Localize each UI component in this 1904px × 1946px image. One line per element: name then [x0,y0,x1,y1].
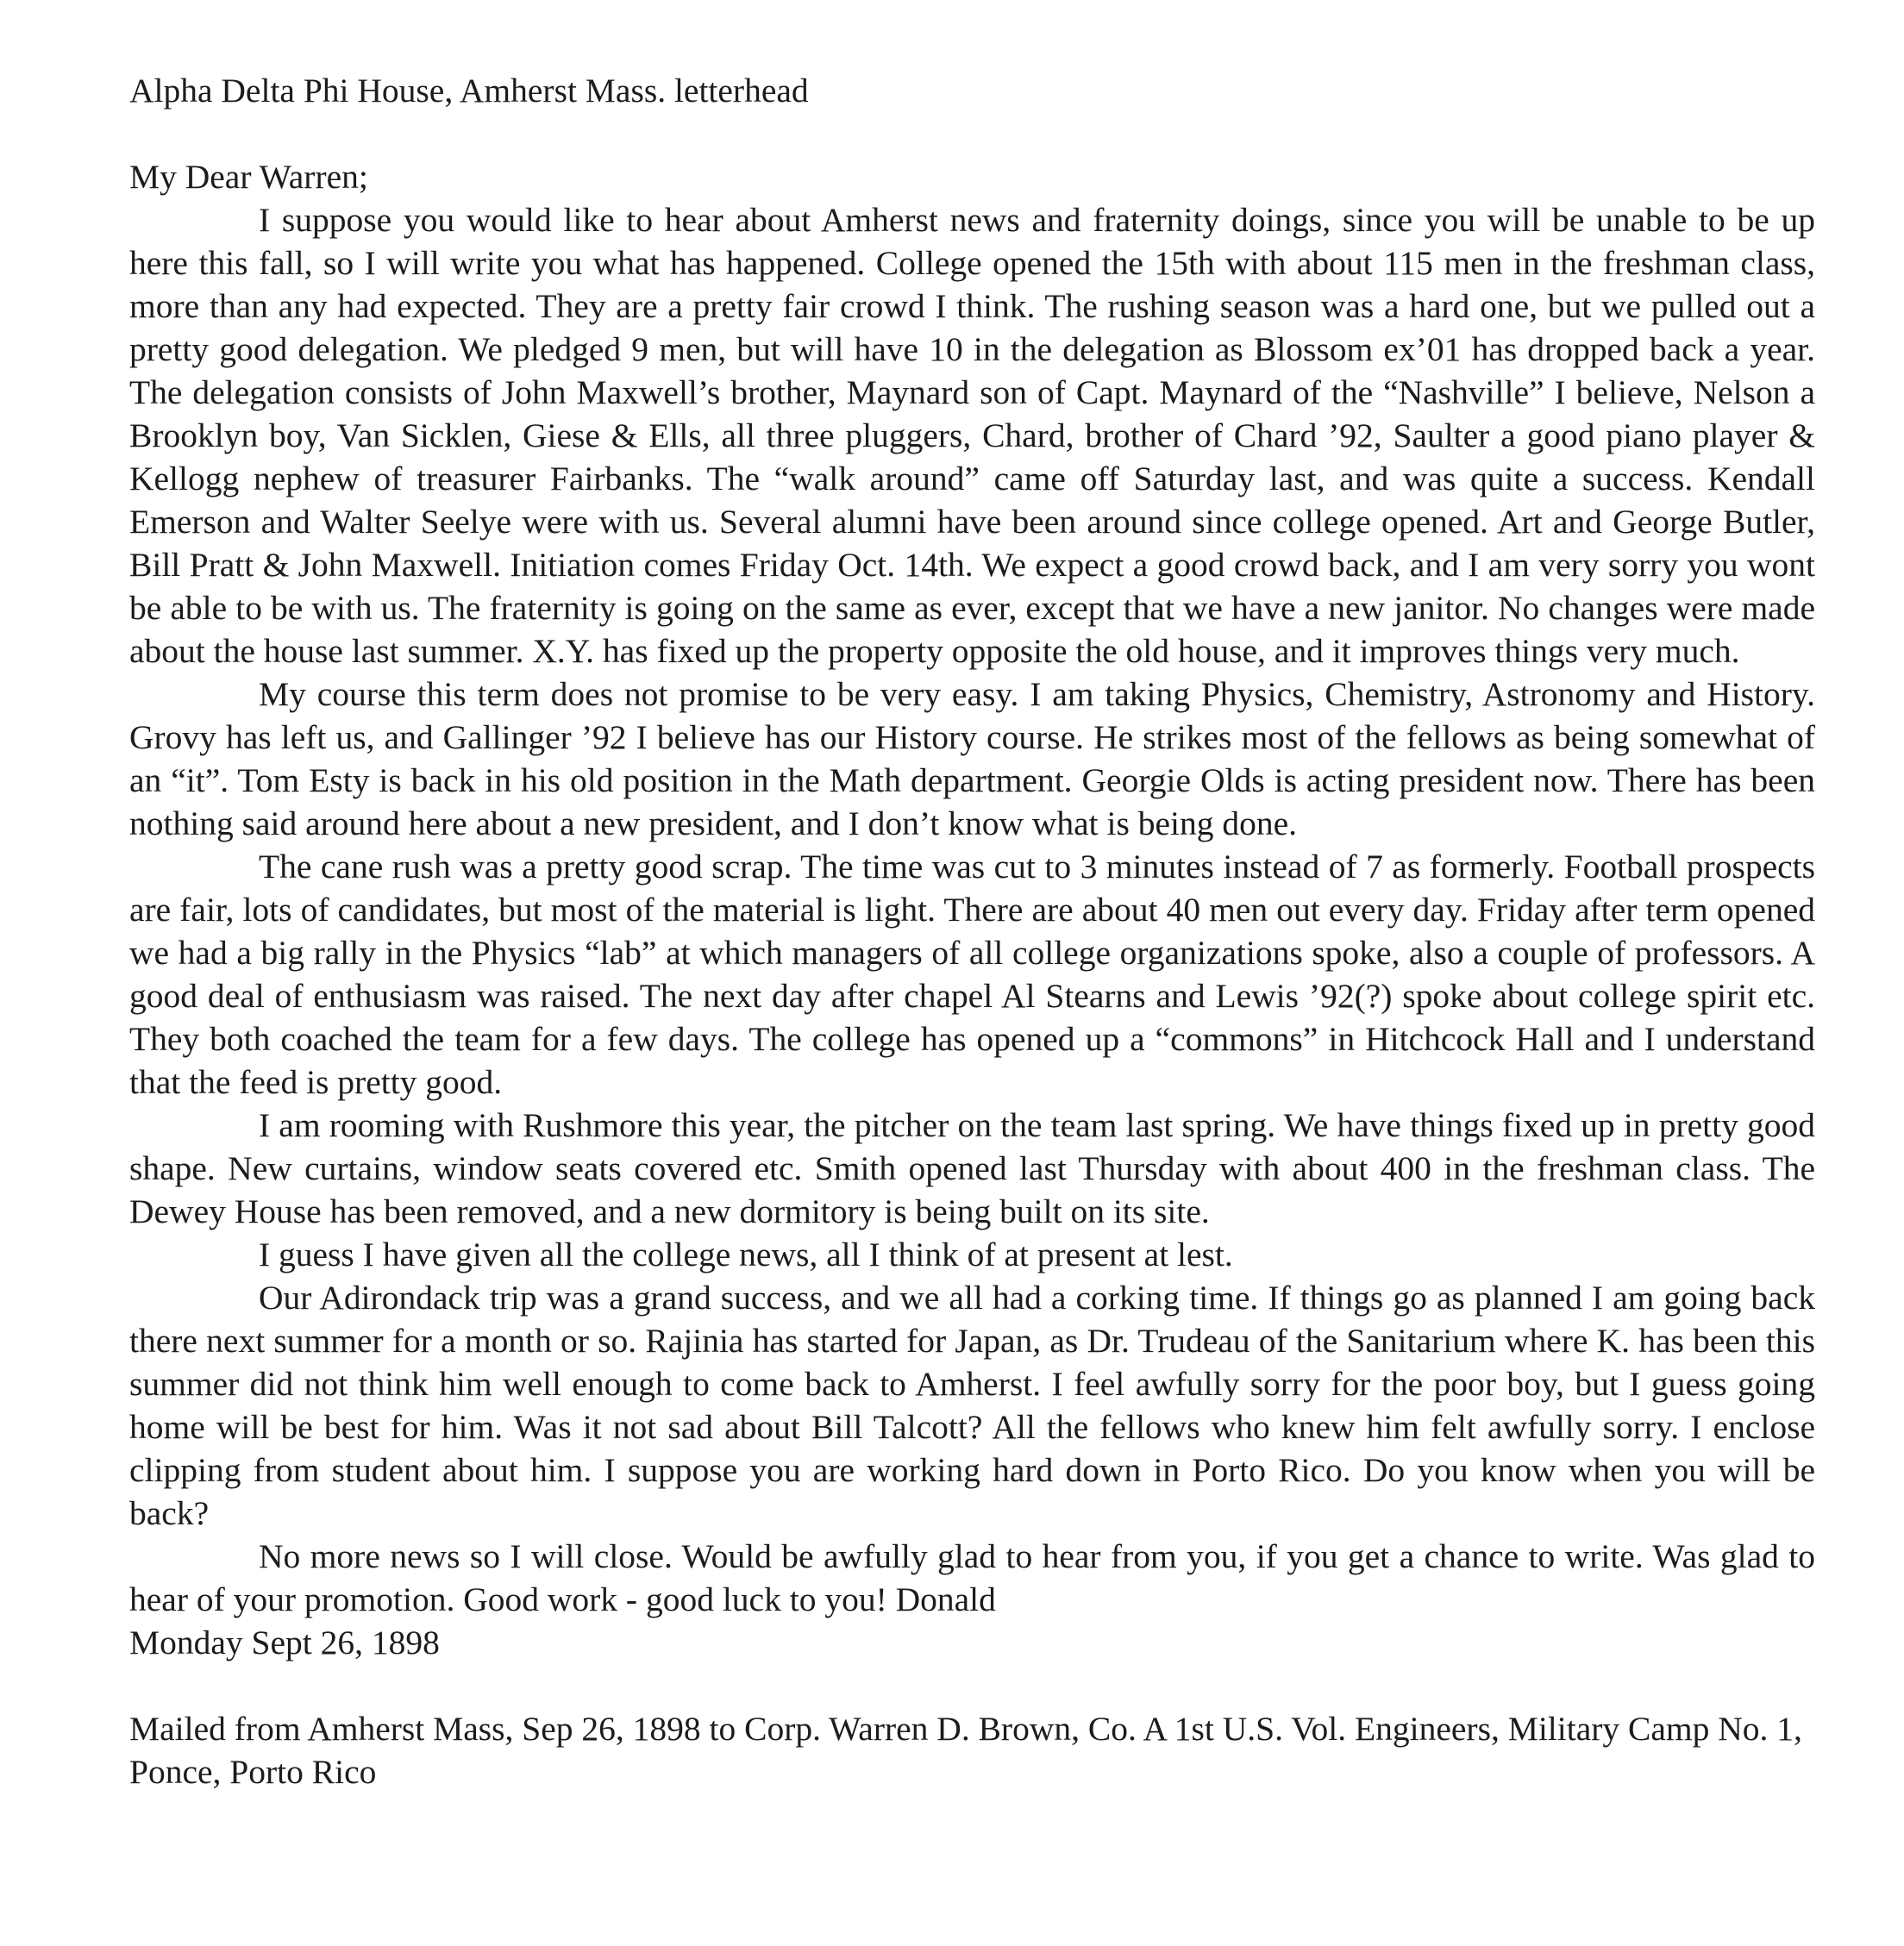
paragraph-course: My course this term does not promise to be very easy. I am taking Physics, Chemistry, Astronomy and History. Grovy has left us, and Gallinger ’92 I believe has our History course. He strikes most of the fellows as being somewhat of an “it”. Tom Esty is back in his old position in the Math department. Georgie Olds is acting president now. There has been nothing said around here about a new president, and I don’t know what is being done. [129,675,1815,842]
salutation: My Dear Warren; [129,158,368,196]
letterhead-note: Alpha Delta Phi House, Amherst Mass. letterhead [129,72,809,110]
paragraph-cane-rush: The cane rush was a pretty good scrap. The time was cut to 3 minutes instead of 7 as formerly. Football prospects are fair, lots of candidates, but most of the material is light. There are about 40 men out every day. Friday after term opened we had a big rally in the Physics “lab” at which managers of all college organizations spoke, also a couple of professors. A good deal of enthusiasm was raised. The next day after chapel Al Stearns and Lewis ’92(?) spoke about college spirit etc. They both coached the team for a few days. The college has opened up a “commons” in Hitchcock Hall and I understand that the feed is pretty good. [129,848,1815,1101]
letter-document [129,69,1815,1793]
paragraph-college-news: I guess I have given all the college news, all I think of at present at lest. [259,1236,1233,1273]
mailing-note: Mailed from Amherst Mass, Sep 26, 1898 to Corp. Warren D. Brown, Co. A 1st U.S. Vol. Engineers, Military Camp No. 1, Ponce, Porto Rico [129,1710,1802,1791]
paragraph-rooming: I am rooming with Rushmore this year, the pitcher on the team last spring. We have things fixed up in pretty good shape. New curtains, window seats covered etc. Smith opened last Thursday with about 400 in the freshman class. The Dewey House has been removed, and a new dormitory is being built on its site. [129,1106,1815,1230]
paragraph-closing: No more news so I will close. Would be awfully glad to hear from you, if you get a chance to write. Was glad to hear of your promotion. Good work - good luck to you! Donald [129,1537,1815,1618]
paragraph-adirondack: Our Adirondack trip was a grand success, and we all had a corking time. If things go as planned I am going back there next summer for a month or so. Rajinia has started for Japan, as Dr. Trudeau of the Sanitarium where K. has been this summer did not think him well enough to come back to Amherst. I feel awfully sorry for the poor boy, but I guess going home will be best for him. Was it not sad about Bill Talcott? All the fellows who knew him felt awfully sorry. I enclose clipping from student about him. I suppose you are working hard down in Porto Rico. Do you know when you will be back? [129,1279,1815,1532]
paragraph-fraternity-news: I suppose you would like to hear about Amherst news and fraternity doings, since you will be unable to be up here this fall, so I will write you what has happened. College opened the 15th with about 115 men in the freshman class, more than any had expected. They are a pretty fair crowd I think. The rushing season was a hard one, but we pulled out a pretty good delegation. We pledged 9 men, but will have 10 in the delegation as Blossom ex’01 has dropped back a year. The delegation consists of John Maxwell’s brother, Maynard son of Capt. Maynard of the “Nashville” I believe, Nelson a Brooklyn boy, Van Sicklen, Giese & Ells, all three pluggers, Chard, brother of Chard ’92, Saulter a good piano player & Kellogg nephew of treasurer Fairbanks. The “walk around” came off Saturday last, and was quite a success. Kendall Emerson and Walter Seelye were with us. Several alumni have been around since college opened. Art and George Butler, Bill Pratt & John Maxwell. Initiation comes Friday Oct. 14th. We expect a good crowd back, and I am very sorry you wont be able to be with us. The fraternity is going on the same as ever, except that we have a new janitor. No changes were made about the house last summer. X.Y. has fixed up the property opposite the old house, and it improves things very much. [129,201,1815,670]
date-line: Monday Sept 26, 1898 [129,1624,440,1661]
